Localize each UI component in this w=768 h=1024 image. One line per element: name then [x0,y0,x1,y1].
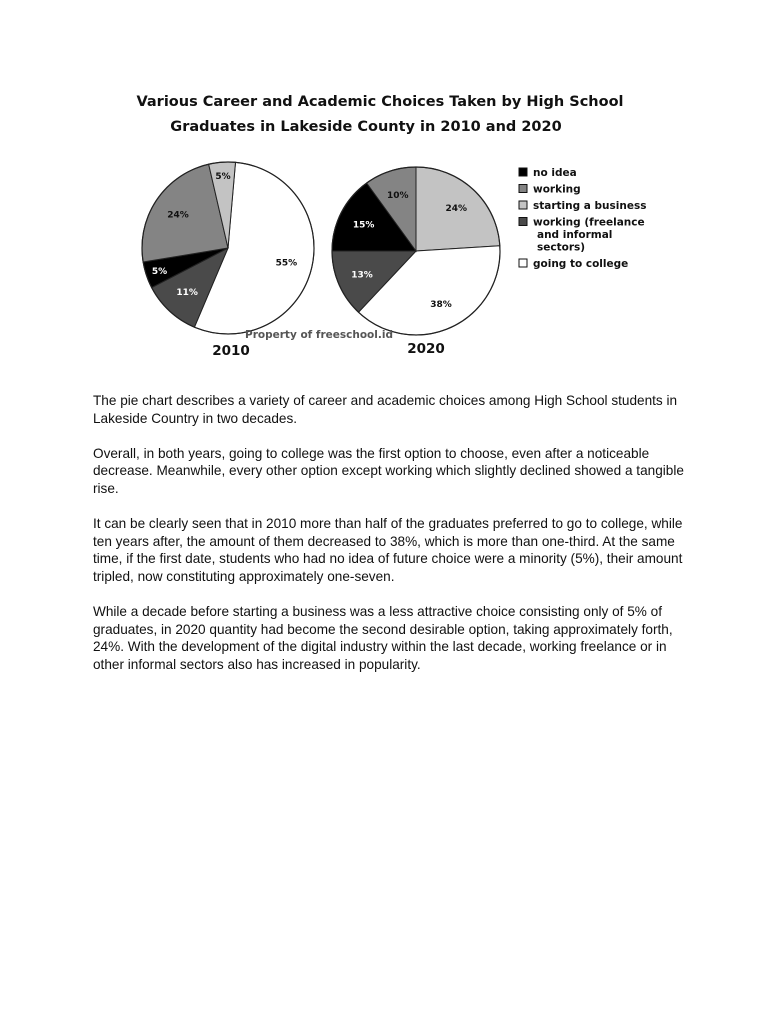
legend-label: and informal [537,229,613,241]
chart-title-line-1: Various Career and Academic Choices Taken by High School [136,94,624,110]
pie-2020-label-going-to-college: 38% [430,300,452,311]
legend-label: working [533,183,581,196]
legend-item-working [519,184,581,196]
legend-item-no-idea [519,167,577,179]
legend-label: going to college [533,258,629,270]
pie-chart-2010 [142,162,314,334]
pie-2020-label-starting-a-business: 24% [445,204,468,215]
essay-paragraph-1: The pie chart describes a variety of career and academic choices among High School students in Lakeside Country in two decades. [93,393,678,426]
legend-label: sectors) [537,241,586,254]
watermark-text: Property of freeschool.id [245,329,393,341]
legend-swatch [519,218,527,226]
legend-swatch [519,168,527,176]
legend-label: no idea [533,167,577,179]
pie-2010-label-no-idea: 5% [151,266,168,277]
pie-2020-label-working-freelance-and-informal-sectors: 13% [351,270,373,281]
pie-2010-label-working-freelance-and-informal-sectors: 11% [176,288,198,299]
pie-2020-label-no-idea: 15% [352,220,375,231]
essay-paragraph-2: Overall, in both years, going to college was the first option to choose, even after a noticeable decrease. Meanwhile, every other option except working which slightly declined showed a tangible rise. [93,445,684,496]
pie-2010-label-going-to-college: 55% [275,258,298,269]
legend-item-working-freelance-and-informal-sectors [519,217,645,254]
essay-paragraph-3: It can be clearly seen that in 2010 more than half of the graduates preferred to go to college, while ten years after, the amount of them decreased to 38%, which is more than one-third. At the same time, if the first date, students who had no idea of future choice were a minority (5%), their amount tripled, now constituting approximately one-seven. [93,516,683,584]
chart-legend [519,167,646,270]
essay-body [93,392,693,691]
legend-item-going-to-college [519,258,628,270]
chart-title-line-2: Graduates in Lakeside County in 2010 and 2020 [170,119,562,135]
legend-swatch [519,185,527,193]
pie-year-label-2020: 2020 [407,341,445,357]
legend-label: working (freelance [533,216,645,229]
chart-figure [0,0,768,370]
legend-item-starting-a-business [519,200,646,212]
legend-swatch [519,259,527,267]
essay-paragraph-4: While a decade before starting a business was a less attractive choice consisting only of 5% of graduates, in 2020 quantity had become the second desirable option, taking approximately forth, 24%. With the development of the digital industry within the last decade, working freelance or in other informal sectors also has increased in popularity. [93,604,673,672]
legend-label: starting a business [533,200,647,212]
legend-swatch [519,201,527,209]
pie-2010-label-working: 24% [167,210,189,221]
pie-charts-svg [0,0,768,370]
pie-year-label-2010: 2010 [212,343,250,359]
pie-2010-label-starting-a-business: 5% [215,171,231,182]
pie-2020-label-working: 10% [387,191,409,202]
pie-chart-2020 [332,167,500,335]
